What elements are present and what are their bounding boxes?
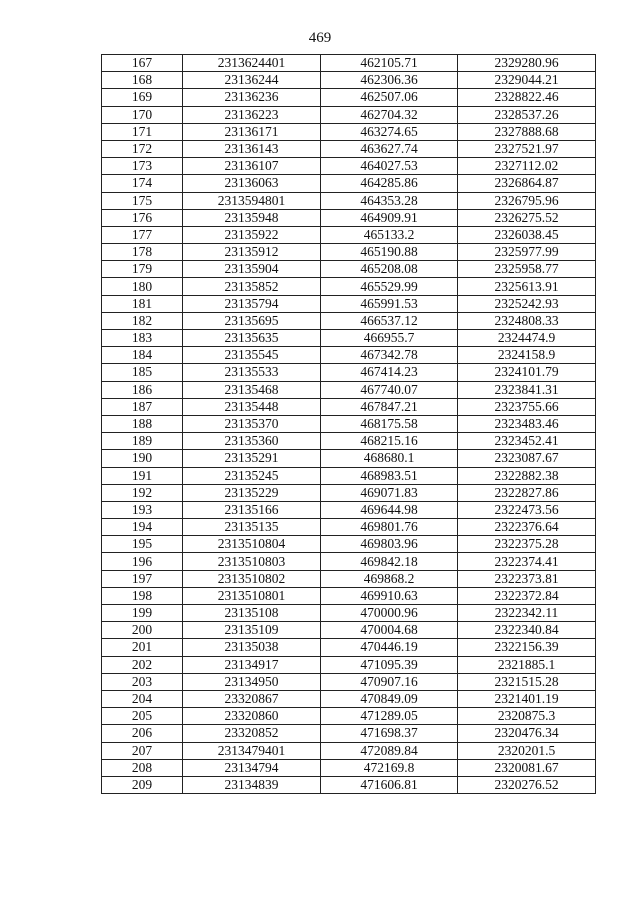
table-row [102, 759, 596, 776]
row-index-cell: 196 [102, 553, 183, 570]
table-row [102, 158, 596, 175]
code-cell: 23134917 [183, 656, 321, 673]
y-coordinate-cell: 2323755.66 [458, 398, 596, 415]
row-index-cell: 198 [102, 587, 183, 604]
code-cell: 2313510803 [183, 553, 321, 570]
row-index-cell: 180 [102, 278, 183, 295]
code-cell: 23135794 [183, 295, 321, 312]
x-coordinate-cell: 469071.83 [321, 484, 458, 501]
table-row [102, 742, 596, 759]
page-number: 469 [308, 30, 332, 46]
table-row [102, 622, 596, 639]
table-row [102, 330, 596, 347]
row-index-cell: 169 [102, 89, 183, 106]
code-cell: 2313510802 [183, 570, 321, 587]
row-index-cell: 203 [102, 673, 183, 690]
code-cell: 23135635 [183, 330, 321, 347]
y-coordinate-cell: 2320081.67 [458, 759, 596, 776]
table-row [102, 639, 596, 656]
x-coordinate-cell: 471289.05 [321, 708, 458, 725]
x-coordinate-cell: 472089.84 [321, 742, 458, 759]
x-coordinate-cell: 462507.06 [321, 89, 458, 106]
code-cell: 23135533 [183, 364, 321, 381]
x-coordinate-cell: 469801.76 [321, 519, 458, 536]
code-cell: 23135912 [183, 244, 321, 261]
row-index-cell: 174 [102, 175, 183, 192]
code-cell: 23136143 [183, 140, 321, 157]
y-coordinate-cell: 2327888.68 [458, 123, 596, 140]
table-row [102, 261, 596, 278]
row-index-cell: 207 [102, 742, 183, 759]
table-row [102, 673, 596, 690]
row-index-cell: 172 [102, 140, 183, 157]
y-coordinate-cell: 2326275.52 [458, 209, 596, 226]
x-coordinate-cell: 469910.63 [321, 587, 458, 604]
row-index-cell: 193 [102, 501, 183, 518]
code-cell: 2313510804 [183, 536, 321, 553]
row-index-cell: 184 [102, 347, 183, 364]
code-cell: 23135695 [183, 312, 321, 329]
code-cell: 23135291 [183, 450, 321, 467]
row-index-cell: 189 [102, 433, 183, 450]
code-cell: 23136107 [183, 158, 321, 175]
x-coordinate-cell: 462306.36 [321, 72, 458, 89]
table-row [102, 106, 596, 123]
y-coordinate-cell: 2324101.79 [458, 364, 596, 381]
y-coordinate-cell: 2327521.97 [458, 140, 596, 157]
table-row [102, 536, 596, 553]
table-row [102, 450, 596, 467]
table-row [102, 123, 596, 140]
x-coordinate-cell: 469803.96 [321, 536, 458, 553]
row-index-cell: 209 [102, 776, 183, 793]
y-coordinate-cell: 2328822.46 [458, 89, 596, 106]
x-coordinate-cell: 465208.08 [321, 261, 458, 278]
table-row [102, 295, 596, 312]
code-cell: 23135545 [183, 347, 321, 364]
row-index-cell: 168 [102, 72, 183, 89]
table-row [102, 244, 596, 261]
table-row [102, 72, 596, 89]
y-coordinate-cell: 2323841.31 [458, 381, 596, 398]
code-cell: 23135904 [183, 261, 321, 278]
code-cell: 23135245 [183, 467, 321, 484]
x-coordinate-cell: 463274.65 [321, 123, 458, 140]
table-row [102, 587, 596, 604]
code-cell: 23320867 [183, 690, 321, 707]
table-body [102, 55, 596, 794]
x-coordinate-cell: 469644.98 [321, 501, 458, 518]
row-index-cell: 183 [102, 330, 183, 347]
table-row [102, 501, 596, 518]
x-coordinate-cell: 465991.53 [321, 295, 458, 312]
table-row [102, 519, 596, 536]
x-coordinate-cell: 470004.68 [321, 622, 458, 639]
y-coordinate-cell: 2325242.93 [458, 295, 596, 312]
code-cell: 2313510801 [183, 587, 321, 604]
x-coordinate-cell: 464285.86 [321, 175, 458, 192]
y-coordinate-cell: 2322373.81 [458, 570, 596, 587]
row-index-cell: 186 [102, 381, 183, 398]
code-cell: 23136171 [183, 123, 321, 140]
y-coordinate-cell: 2324158.9 [458, 347, 596, 364]
y-coordinate-cell: 2321401.19 [458, 690, 596, 707]
table-row [102, 398, 596, 415]
y-coordinate-cell: 2323483.46 [458, 415, 596, 432]
y-coordinate-cell: 2323452.41 [458, 433, 596, 450]
y-coordinate-cell: 2322156.39 [458, 639, 596, 656]
y-coordinate-cell: 2325613.91 [458, 278, 596, 295]
row-index-cell: 192 [102, 484, 183, 501]
x-coordinate-cell: 471606.81 [321, 776, 458, 793]
y-coordinate-cell: 2322473.56 [458, 501, 596, 518]
row-index-cell: 185 [102, 364, 183, 381]
x-coordinate-cell: 468680.1 [321, 450, 458, 467]
row-index-cell: 199 [102, 605, 183, 622]
table-row [102, 209, 596, 226]
x-coordinate-cell: 468215.16 [321, 433, 458, 450]
x-coordinate-cell: 467740.07 [321, 381, 458, 398]
row-index-cell: 175 [102, 192, 183, 209]
table-row [102, 605, 596, 622]
y-coordinate-cell: 2324808.33 [458, 312, 596, 329]
table-row [102, 192, 596, 209]
code-cell: 23320860 [183, 708, 321, 725]
x-coordinate-cell: 471698.37 [321, 725, 458, 742]
x-coordinate-cell: 467847.21 [321, 398, 458, 415]
code-cell: 23135229 [183, 484, 321, 501]
x-coordinate-cell: 462704.32 [321, 106, 458, 123]
row-index-cell: 178 [102, 244, 183, 261]
row-index-cell: 197 [102, 570, 183, 587]
row-index-cell: 190 [102, 450, 183, 467]
row-index-cell: 179 [102, 261, 183, 278]
y-coordinate-cell: 2322372.84 [458, 587, 596, 604]
y-coordinate-cell: 2325958.77 [458, 261, 596, 278]
y-coordinate-cell: 2322342.11 [458, 605, 596, 622]
table-row [102, 656, 596, 673]
code-cell: 23136244 [183, 72, 321, 89]
y-coordinate-cell: 2328537.26 [458, 106, 596, 123]
row-index-cell: 173 [102, 158, 183, 175]
y-coordinate-cell: 2320476.34 [458, 725, 596, 742]
table-row [102, 175, 596, 192]
y-coordinate-cell: 2320201.5 [458, 742, 596, 759]
table-row [102, 89, 596, 106]
table-row [102, 55, 596, 72]
x-coordinate-cell: 469868.2 [321, 570, 458, 587]
code-cell: 2313479401 [183, 742, 321, 759]
table-row [102, 467, 596, 484]
y-coordinate-cell: 2321515.28 [458, 673, 596, 690]
x-coordinate-cell: 464353.28 [321, 192, 458, 209]
table-row [102, 570, 596, 587]
y-coordinate-cell: 2325977.99 [458, 244, 596, 261]
x-coordinate-cell: 468983.51 [321, 467, 458, 484]
x-coordinate-cell: 463627.74 [321, 140, 458, 157]
code-cell: 23134950 [183, 673, 321, 690]
y-coordinate-cell: 2322340.84 [458, 622, 596, 639]
table-row [102, 364, 596, 381]
code-cell: 23135109 [183, 622, 321, 639]
code-cell: 23135108 [183, 605, 321, 622]
row-index-cell: 182 [102, 312, 183, 329]
row-index-cell: 204 [102, 690, 183, 707]
code-cell: 23320852 [183, 725, 321, 742]
row-index-cell: 206 [102, 725, 183, 742]
row-index-cell: 195 [102, 536, 183, 553]
x-coordinate-cell: 470446.19 [321, 639, 458, 656]
table-row [102, 415, 596, 432]
x-coordinate-cell: 471095.39 [321, 656, 458, 673]
x-coordinate-cell: 464027.53 [321, 158, 458, 175]
row-index-cell: 181 [102, 295, 183, 312]
code-cell: 23134794 [183, 759, 321, 776]
code-cell: 23135038 [183, 639, 321, 656]
y-coordinate-cell: 2320875.3 [458, 708, 596, 725]
y-coordinate-cell: 2327112.02 [458, 158, 596, 175]
code-cell: 23135448 [183, 398, 321, 415]
code-cell: 2313624401 [183, 55, 321, 72]
x-coordinate-cell: 466537.12 [321, 312, 458, 329]
table-row [102, 312, 596, 329]
row-index-cell: 176 [102, 209, 183, 226]
x-coordinate-cell: 469842.18 [321, 553, 458, 570]
code-cell: 2313594801 [183, 192, 321, 209]
y-coordinate-cell: 2321885.1 [458, 656, 596, 673]
x-coordinate-cell: 468175.58 [321, 415, 458, 432]
x-coordinate-cell: 467414.23 [321, 364, 458, 381]
x-coordinate-cell: 465529.99 [321, 278, 458, 295]
x-coordinate-cell: 470000.96 [321, 605, 458, 622]
x-coordinate-cell: 470849.09 [321, 690, 458, 707]
code-cell: 23135370 [183, 415, 321, 432]
y-coordinate-cell: 2322882.38 [458, 467, 596, 484]
code-cell: 23136223 [183, 106, 321, 123]
y-coordinate-cell: 2322375.28 [458, 536, 596, 553]
y-coordinate-cell: 2326864.87 [458, 175, 596, 192]
row-index-cell: 191 [102, 467, 183, 484]
code-cell: 23135468 [183, 381, 321, 398]
y-coordinate-cell: 2323087.67 [458, 450, 596, 467]
x-coordinate-cell: 470907.16 [321, 673, 458, 690]
table-row [102, 347, 596, 364]
y-coordinate-cell: 2324474.9 [458, 330, 596, 347]
row-index-cell: 170 [102, 106, 183, 123]
y-coordinate-cell: 2329280.96 [458, 55, 596, 72]
code-cell: 23134839 [183, 776, 321, 793]
table-row [102, 381, 596, 398]
coordinate-table [101, 54, 596, 794]
y-coordinate-cell: 2326038.45 [458, 226, 596, 243]
row-index-cell: 177 [102, 226, 183, 243]
x-coordinate-cell: 462105.71 [321, 55, 458, 72]
table-row [102, 725, 596, 742]
code-cell: 23135360 [183, 433, 321, 450]
x-coordinate-cell: 464909.91 [321, 209, 458, 226]
row-index-cell: 201 [102, 639, 183, 656]
y-coordinate-cell: 2320276.52 [458, 776, 596, 793]
table-row [102, 690, 596, 707]
y-coordinate-cell: 2322827.86 [458, 484, 596, 501]
row-index-cell: 167 [102, 55, 183, 72]
table-row [102, 708, 596, 725]
x-coordinate-cell: 466955.7 [321, 330, 458, 347]
y-coordinate-cell: 2329044.21 [458, 72, 596, 89]
code-cell: 23135948 [183, 209, 321, 226]
table-row [102, 484, 596, 501]
row-index-cell: 187 [102, 398, 183, 415]
x-coordinate-cell: 465190.88 [321, 244, 458, 261]
code-cell: 23135135 [183, 519, 321, 536]
code-cell: 23136236 [183, 89, 321, 106]
table-row [102, 553, 596, 570]
table-row [102, 776, 596, 793]
table-row [102, 226, 596, 243]
row-index-cell: 205 [102, 708, 183, 725]
y-coordinate-cell: 2326795.96 [458, 192, 596, 209]
table-row [102, 140, 596, 157]
row-index-cell: 200 [102, 622, 183, 639]
code-cell: 23136063 [183, 175, 321, 192]
x-coordinate-cell: 472169.8 [321, 759, 458, 776]
code-cell: 23135852 [183, 278, 321, 295]
y-coordinate-cell: 2322374.41 [458, 553, 596, 570]
row-index-cell: 188 [102, 415, 183, 432]
table-row [102, 278, 596, 295]
x-coordinate-cell: 467342.78 [321, 347, 458, 364]
y-coordinate-cell: 2322376.64 [458, 519, 596, 536]
row-index-cell: 171 [102, 123, 183, 140]
row-index-cell: 208 [102, 759, 183, 776]
x-coordinate-cell: 465133.2 [321, 226, 458, 243]
row-index-cell: 202 [102, 656, 183, 673]
code-cell: 23135922 [183, 226, 321, 243]
row-index-cell: 194 [102, 519, 183, 536]
code-cell: 23135166 [183, 501, 321, 518]
table-row [102, 433, 596, 450]
